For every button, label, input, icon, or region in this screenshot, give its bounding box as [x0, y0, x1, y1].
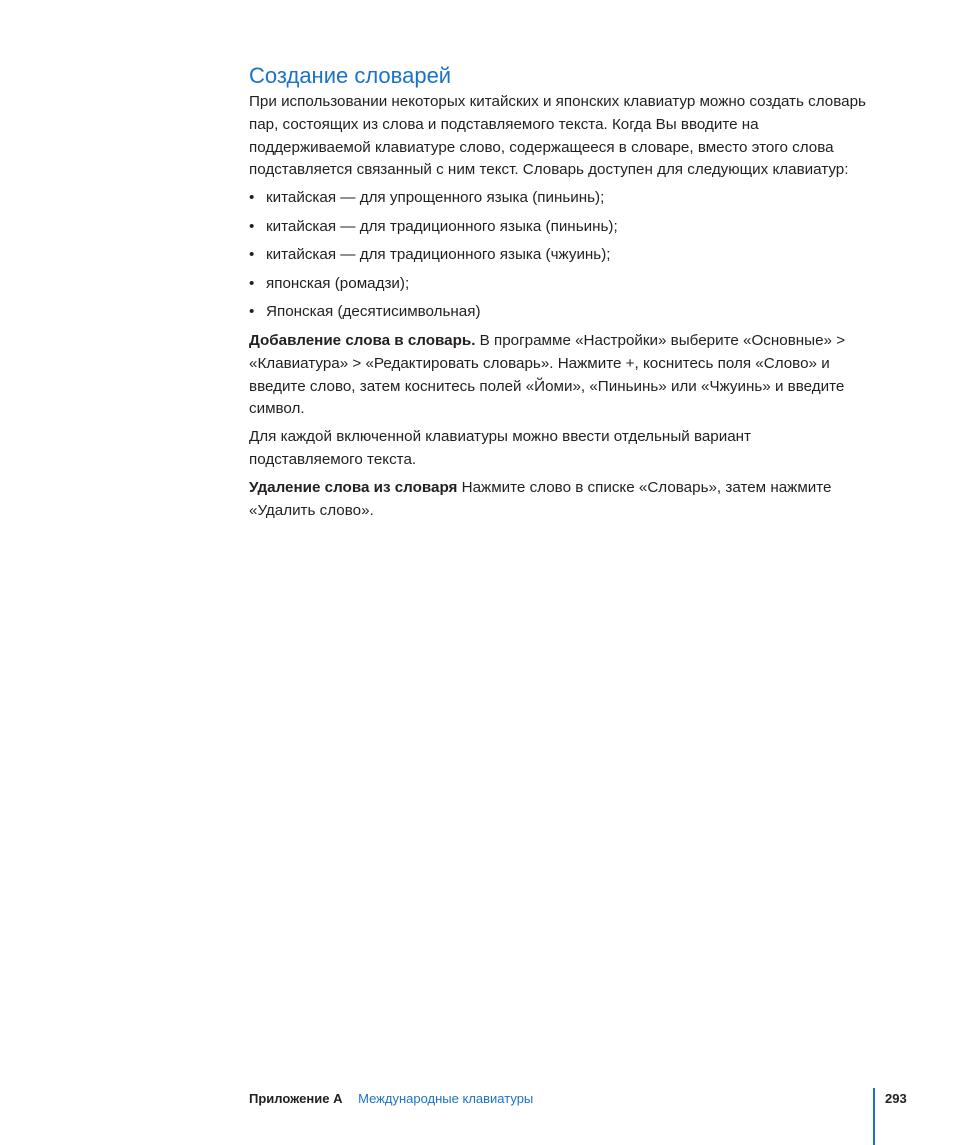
list-item: [249, 244, 869, 267]
add-word-paragraph: [249, 330, 869, 421]
add-word-heading: Добавление слова в словарь.: [249, 331, 476, 349]
delete-word-heading: Удаление слова из словаря: [249, 478, 458, 496]
section-title: Создание словарей: [249, 63, 452, 88]
footer-appendix-label: Приложение A: [249, 1091, 343, 1106]
bullet-icon: •: [249, 189, 255, 207]
note-paragraph: Для каждой включенной клавиатуры можно ввести отдельный вариант подставляемого текста.: [249, 428, 752, 468]
list-item-text: китайская — для традиционного языка (пиньинь);: [266, 217, 618, 235]
delete-word-text: Нажмите слово в списке «Словарь», затем нажмите «Удалить слово».: [249, 478, 832, 519]
bullet-icon: •: [249, 246, 255, 264]
page-number: 293: [885, 1091, 907, 1106]
bullet-icon: •: [249, 217, 255, 235]
bullet-icon: •: [249, 303, 255, 321]
footer-divider: [873, 1088, 875, 1145]
page-footer: [249, 1090, 533, 1108]
page-content: [249, 62, 869, 527]
footer-chapter-title: Международные клавиатуры: [358, 1091, 534, 1106]
list-item: [249, 216, 869, 239]
list-item-text: японская (ромадзи);: [266, 274, 410, 292]
intro-paragraph: При использовании некоторых китайских и японских клавиатур можно создать словарь пар, состоящих из слова и подставляемого текста. Когда Вы вводите на поддерживаемой клавиатуре слово, содержащееся в словаре, вместо этого слова подставляется связанный с ним текст. Словарь доступен для следующих клавиатур:: [249, 93, 866, 179]
keyboard-list: [249, 187, 869, 324]
bullet-icon: •: [249, 274, 255, 292]
list-item: [249, 273, 869, 296]
list-item: [249, 187, 869, 210]
list-item-text: китайская — для упрощенного языка (пиньинь);: [266, 189, 605, 207]
add-word-text: В программе «Настройки» выберите «Основные» > «Клавиатура» > «Редактировать словарь». Нажмите +, коснитесь поля «Слово» и введите слово, затем коснитесь полей «Йоми», «Пиньинь» или «Чжуинь» и введите символ.: [249, 331, 846, 418]
delete-word-paragraph: [249, 477, 869, 523]
list-item: [249, 301, 869, 324]
list-item-text: китайская — для традиционного языка (чжуинь);: [266, 246, 611, 264]
list-item-text: Японская (десятисимвольная): [266, 303, 481, 321]
